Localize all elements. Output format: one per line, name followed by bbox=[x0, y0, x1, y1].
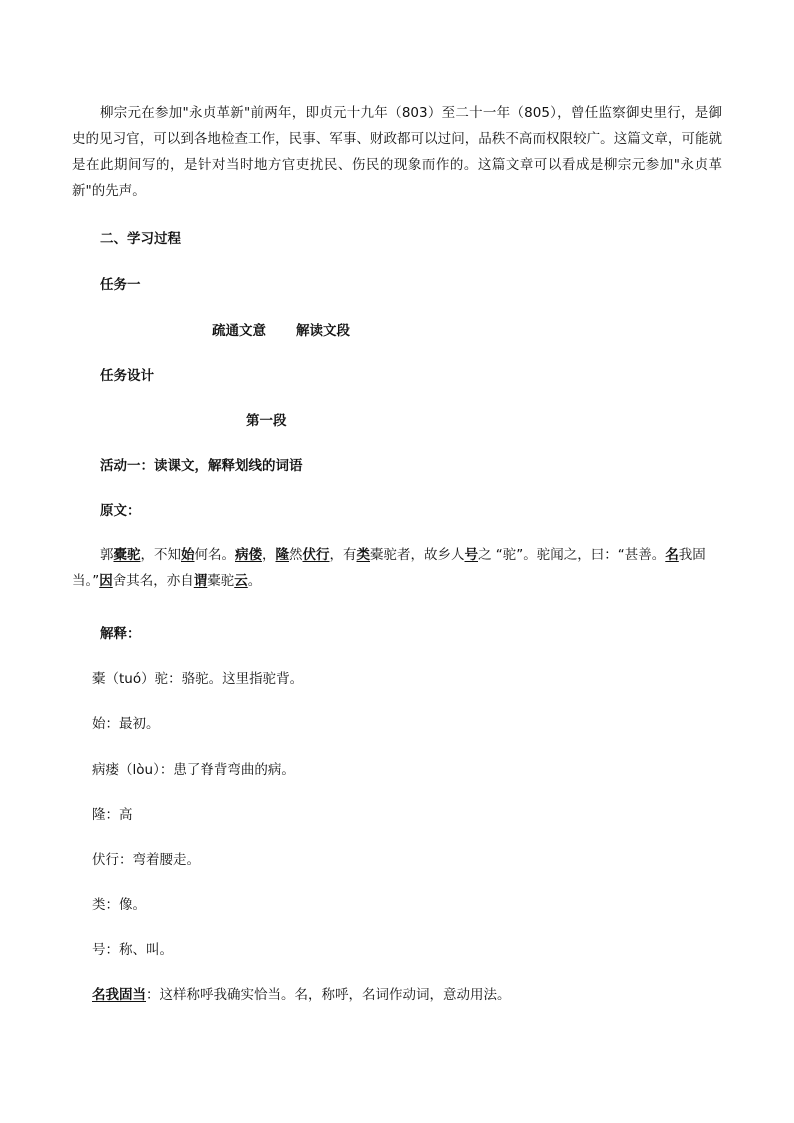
gloss-item: 号：称、叫。 bbox=[92, 942, 173, 958]
intro-paragraph: 柳宗元在参加"永贞革新"前两年，即贞元十九年（803）至二十一年（805），曾任监察御史里行，是御史的见习官，可以到各地检查工作，民事、军事、财政都可以过问，品秩不高而权限较广。这篇文章，可能就是在此期间写的，是针对当时地方官吏扰民、伤民的现象而作的。这篇文章可以看成是柳宗元参加"永贞革新"的先声。 bbox=[72, 105, 722, 199]
activity-heading: 活动一：读课文，解释划线的词语 bbox=[100, 458, 303, 474]
gloss-text: ：这样称呼我确实恰当。名，称呼，名词作动词，意动用法。 bbox=[146, 987, 511, 1003]
gloss-item: 病瘘（lòu）：患了脊背弯曲的病。 bbox=[92, 762, 295, 778]
gloss-item: 始：最初。 bbox=[92, 716, 160, 732]
gloss-term: 名我固当 bbox=[92, 987, 146, 1003]
gloss-item: 伏行：弯着腰走。 bbox=[92, 852, 200, 868]
task-title-left: 疏通文意 bbox=[212, 323, 266, 339]
task-design-heading: 任务设计 bbox=[100, 368, 154, 384]
task-title-right: 解读文段 bbox=[296, 323, 350, 339]
paragraph-heading: 第一段 bbox=[246, 413, 287, 429]
gloss-item: 隆：高 bbox=[92, 807, 133, 823]
gloss-item: 橐（tuó）驼：骆驼。这里指驼背。 bbox=[92, 671, 304, 687]
section-heading: 二、学习过程 bbox=[100, 231, 181, 247]
original-label: 原文： bbox=[100, 503, 141, 519]
task-heading: 任务一 bbox=[100, 277, 141, 293]
explain-label: 解释： bbox=[100, 626, 141, 642]
gloss-item: 类：像。 bbox=[92, 897, 146, 913]
gloss-item-last bbox=[92, 985, 511, 1005]
original-text: 郭橐驼，不知始何名。病偻，隆然伏行，有类橐驼者，故乡人号之 “驼”。驼闻之，曰：“甚善。名我固当。”因舍其名，亦自谓橐驼云。 bbox=[72, 547, 706, 589]
